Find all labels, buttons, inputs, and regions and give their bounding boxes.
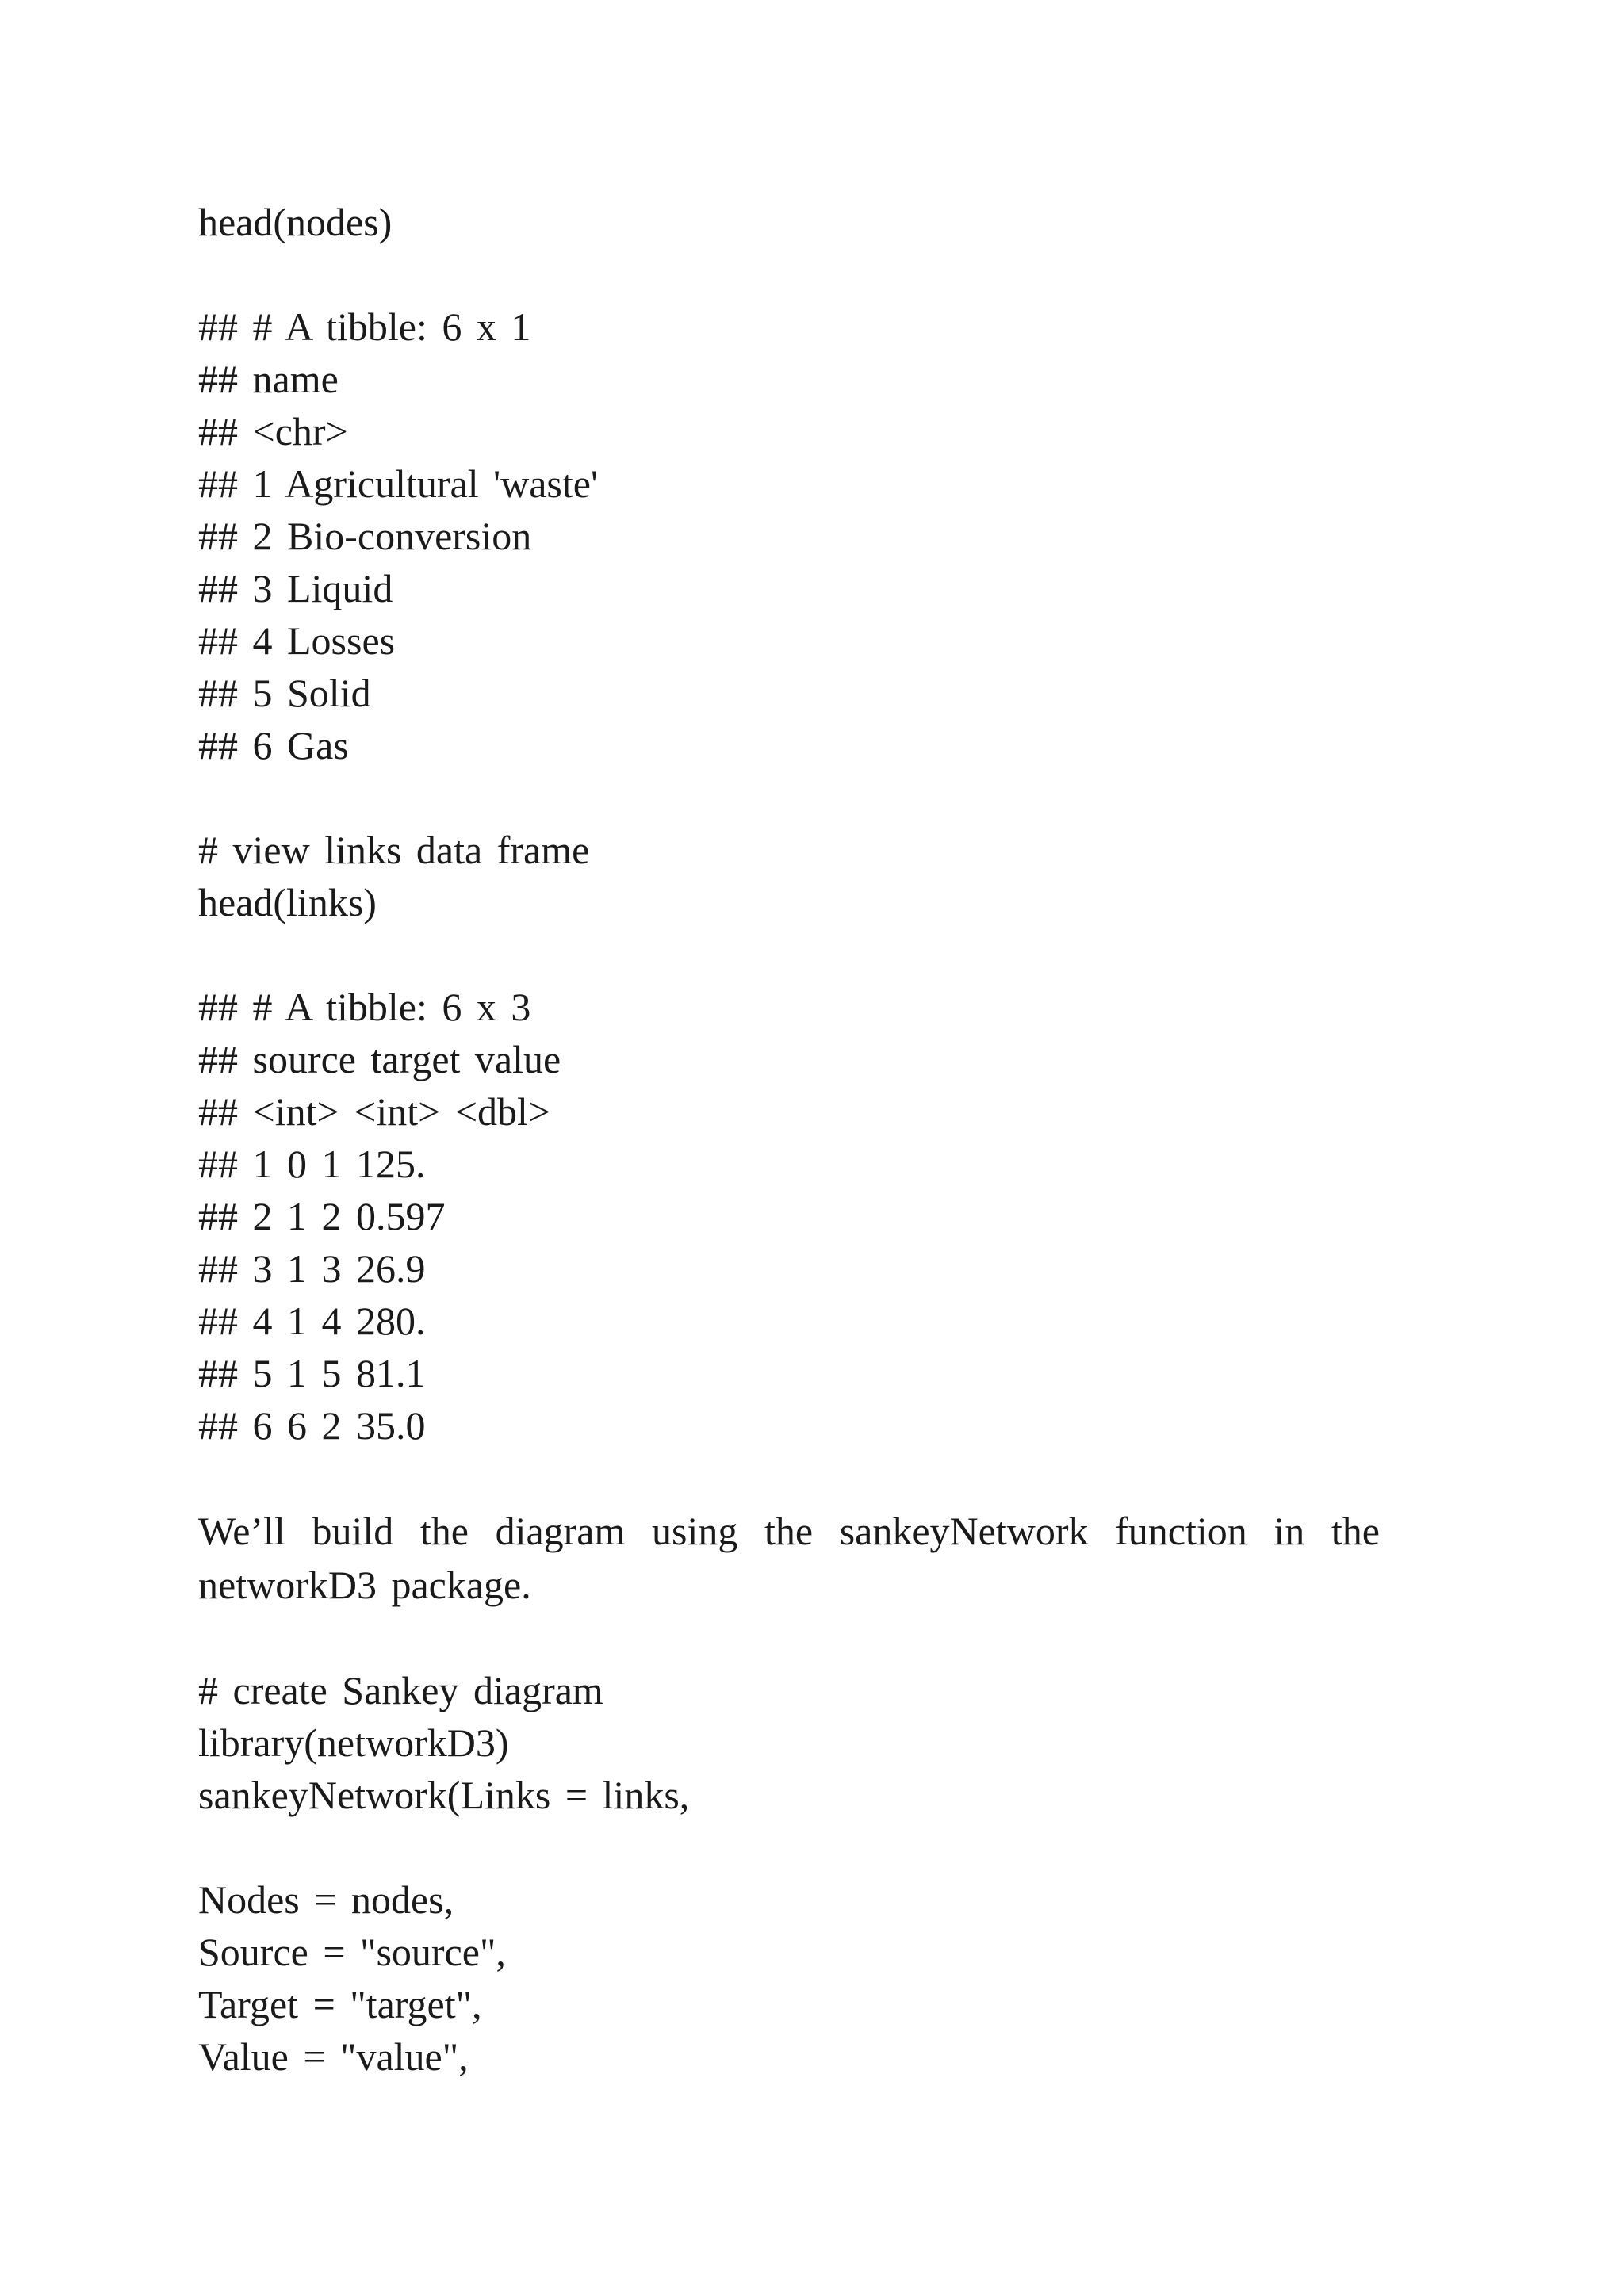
code-line: sankeyNetwork(Links = links, [198,1773,690,1817]
output-line: ## 2 1 2 0.597 [198,1194,446,1238]
output-line: ## 5 1 5 81.1 [198,1351,426,1395]
document-content [198,196,1435,2083]
code-line: Value = "value", [198,2034,469,2079]
blank-line [198,248,1435,300]
blank-line [198,928,1435,981]
output-line: ## 1 Agricultural 'waste' [198,461,598,506]
code-line: Nodes = nodes, [198,1877,454,1922]
code-comment: # view links data frame [198,828,590,872]
output-line: ## 6 Gas [198,723,349,767]
code-line: head(nodes) [198,200,393,244]
output-line: ## <chr> [198,409,348,453]
output-line: ## <int> <int> <dbl> [198,1089,551,1134]
output-line: ## 2 Bio-conversion [198,514,532,558]
blank-line [198,771,1435,824]
output-line: ## 3 Liquid [198,566,393,610]
output-line: ## 3 1 3 26.9 [198,1246,426,1291]
blank-line [198,1612,1435,1664]
code-comment: # create Sankey diagram [198,1668,603,1712]
blank-line [198,1821,1435,1873]
code-line: Source = "source", [198,1930,506,1974]
output-line: ## 1 0 1 125. [198,1142,426,1186]
code-line: head(links) [198,880,377,924]
output-line: ## 4 1 4 280. [198,1299,426,1343]
output-line: ## # A tibble: 6 x 1 [198,304,531,349]
code-line: library(networkD3) [198,1720,509,1765]
output-line: ## 5 Solid [198,671,371,715]
output-line: ## 6 6 2 35.0 [198,1403,426,1448]
blank-line [198,1452,1435,1504]
output-line: ## 4 Losses [198,618,396,663]
output-line: ## name [198,357,339,401]
output-line: ## # A tibble: 6 x 3 [198,985,531,1029]
code-line: Target = "target", [198,1982,482,2026]
prose-paragraph: We’ll build the diagram using the sankeyNetwork function in the networkD3 package. [198,1509,1380,1607]
output-line: ## source target value [198,1037,561,1081]
